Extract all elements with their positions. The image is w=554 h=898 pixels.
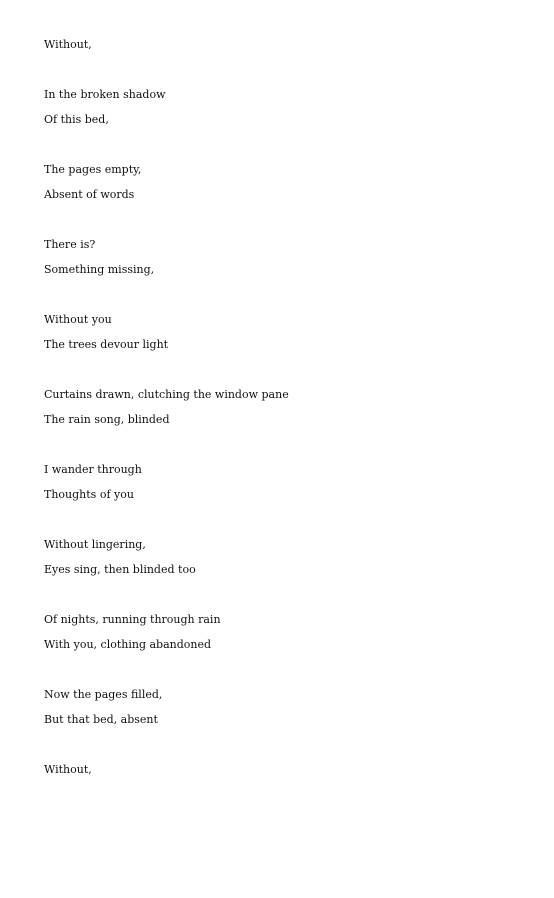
stanza-gap bbox=[44, 137, 524, 162]
stanza-gap bbox=[44, 662, 524, 687]
stanza-gap bbox=[44, 587, 524, 612]
poem-line: Of nights, running through rain bbox=[44, 613, 221, 626]
poem-line: Curtains drawn, clutching the window pane bbox=[44, 388, 289, 401]
poem-line: Thoughts of you bbox=[44, 488, 134, 501]
poem-line: Without, bbox=[44, 763, 92, 776]
poem-line: Now the pages filled, bbox=[44, 688, 163, 701]
poem-line: But that bed, absent bbox=[44, 713, 158, 726]
poem-line: In the broken shadow bbox=[44, 88, 166, 101]
stanza-gap bbox=[44, 362, 524, 387]
poem-line: Without you bbox=[44, 313, 112, 326]
poem-line: There is? bbox=[44, 238, 96, 251]
poem-line: I wander through bbox=[44, 463, 142, 476]
poem-line: Something missing, bbox=[44, 263, 155, 276]
stanza-gap bbox=[44, 737, 524, 762]
stanza-gap bbox=[44, 512, 524, 537]
poem-line: Without lingering, bbox=[44, 538, 146, 551]
poem-line: Eyes sing, then blinded too bbox=[44, 563, 196, 576]
stanza-gap bbox=[44, 62, 524, 87]
poem-line: Of this bed, bbox=[44, 113, 109, 126]
poem-body bbox=[44, 37, 524, 787]
poem-line: Absent of words bbox=[44, 188, 135, 201]
poem-line: The trees devour light bbox=[44, 338, 169, 351]
stanza-gap bbox=[44, 287, 524, 312]
poem-line: The rain song, blinded bbox=[44, 413, 170, 426]
stanza-gap bbox=[44, 212, 524, 237]
poem-line: The pages empty, bbox=[44, 163, 142, 176]
poem-line: With you, clothing abandoned bbox=[44, 638, 212, 651]
stanza-gap bbox=[44, 437, 524, 462]
poem-line: Without, bbox=[44, 38, 92, 51]
